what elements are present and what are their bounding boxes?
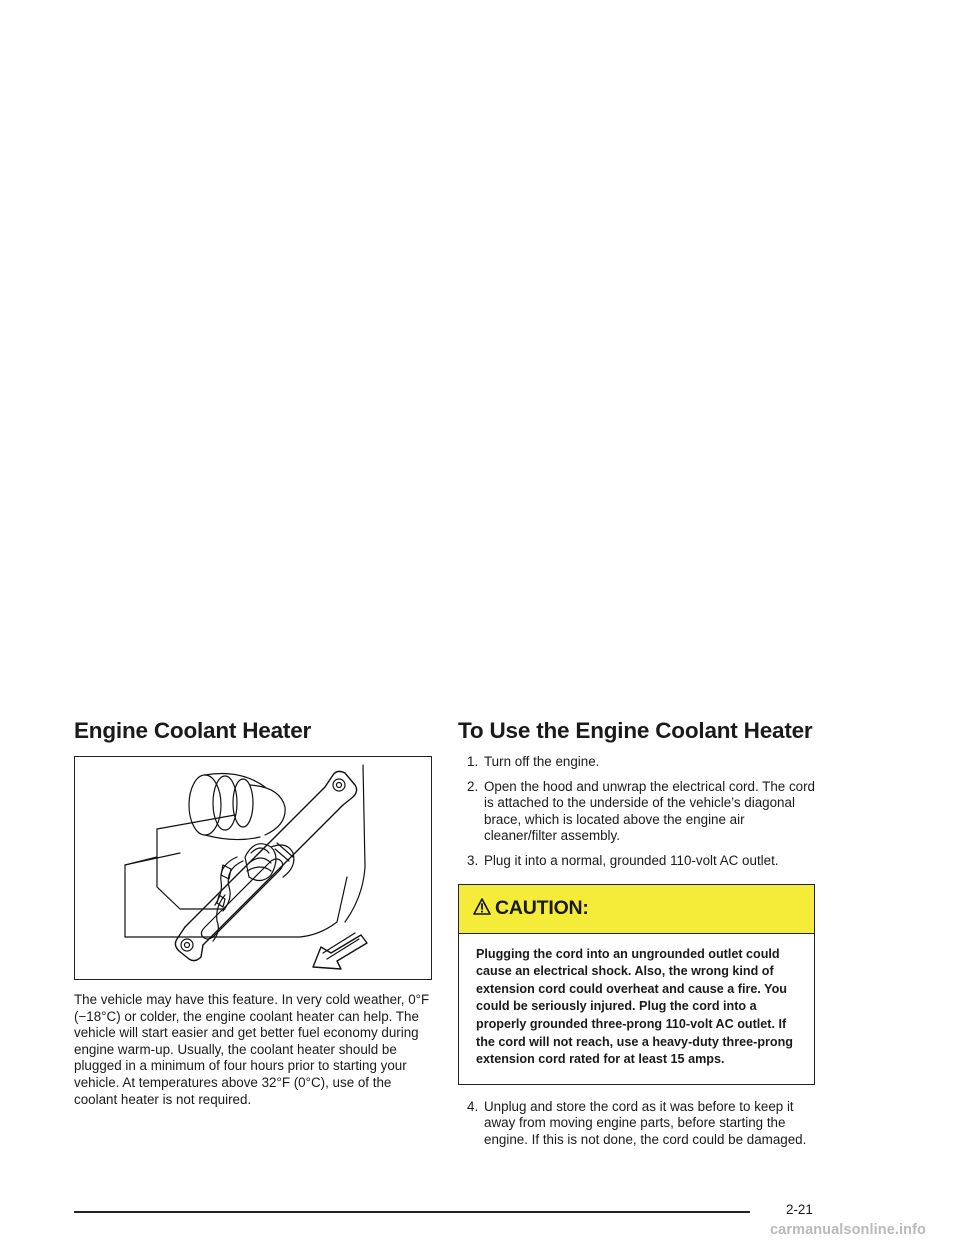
list-item — [458, 1099, 818, 1149]
section-heading-to-use: To Use the Engine Coolant Heater — [458, 718, 813, 743]
footer-rule — [74, 1211, 750, 1213]
feature-description-paragraph: The vehicle may have this feature. In very cold weather, 0°F (−18°C) or colder, the engine coolant heater can help. The vehicle will start easier and get better fuel economy during engine warm-up. Usually, the coolant heater should be plugged in a minimum of four hours prior to starting your vehicle. At temperatures above 32°F (0°C), use of the coolant heater is not required. — [74, 992, 430, 1107]
engine-coolant-heater-figure — [74, 756, 432, 980]
left-column — [74, 716, 434, 1108]
engine-coolant-heater-cord-illustration — [75, 757, 431, 979]
caution-box — [458, 884, 815, 1085]
list-item — [458, 853, 818, 870]
steps-list — [458, 754, 818, 870]
list-item — [458, 779, 818, 845]
list-item — [458, 754, 818, 771]
step-text: Unplug and store the cord as it was before to keep it away from moving engine parts, before starting the engine. If this is not done, the cord could be damaged. — [484, 1098, 807, 1147]
steps-list-continued — [458, 1099, 818, 1149]
step-text: Open the hood and unwrap the electrical cord. The cord is attached to the underside of the vehicle’s diagonal brace, which is located above the engine air cleaner/filter assembly. — [484, 778, 816, 844]
step-text: Turn off the engine. — [484, 754, 600, 769]
step-number: 3. — [467, 852, 479, 868]
warning-triangle-icon — [473, 897, 491, 917]
step-number: 1. — [467, 754, 479, 769]
page-number: 2-21 — [786, 1202, 813, 1217]
caution-title: CAUTION: — [495, 897, 589, 920]
step-number: 2. — [467, 778, 479, 794]
right-column — [458, 716, 818, 1157]
caution-text: Plugging the cord into an ungrounded outlet could cause an electrical shock. Also, the wrong kind of extension cord could overheat and cause a fire. You could be seriously injured. Plug the cord into a properly grounded three-prong 110-volt AC outlet. If the cord will not reach, use a heavy-duty three-prong extension cord rated for at least 15 amps. — [476, 946, 794, 1067]
step-number: 4. — [467, 1098, 479, 1114]
section-heading-engine-coolant-heater: Engine Coolant Heater — [74, 718, 312, 743]
step-text: Plug it into a normal, grounded 110-volt AC outlet. — [484, 852, 779, 868]
watermark-text: carmanualsonline.info — [770, 1222, 926, 1238]
caution-header — [459, 885, 814, 934]
